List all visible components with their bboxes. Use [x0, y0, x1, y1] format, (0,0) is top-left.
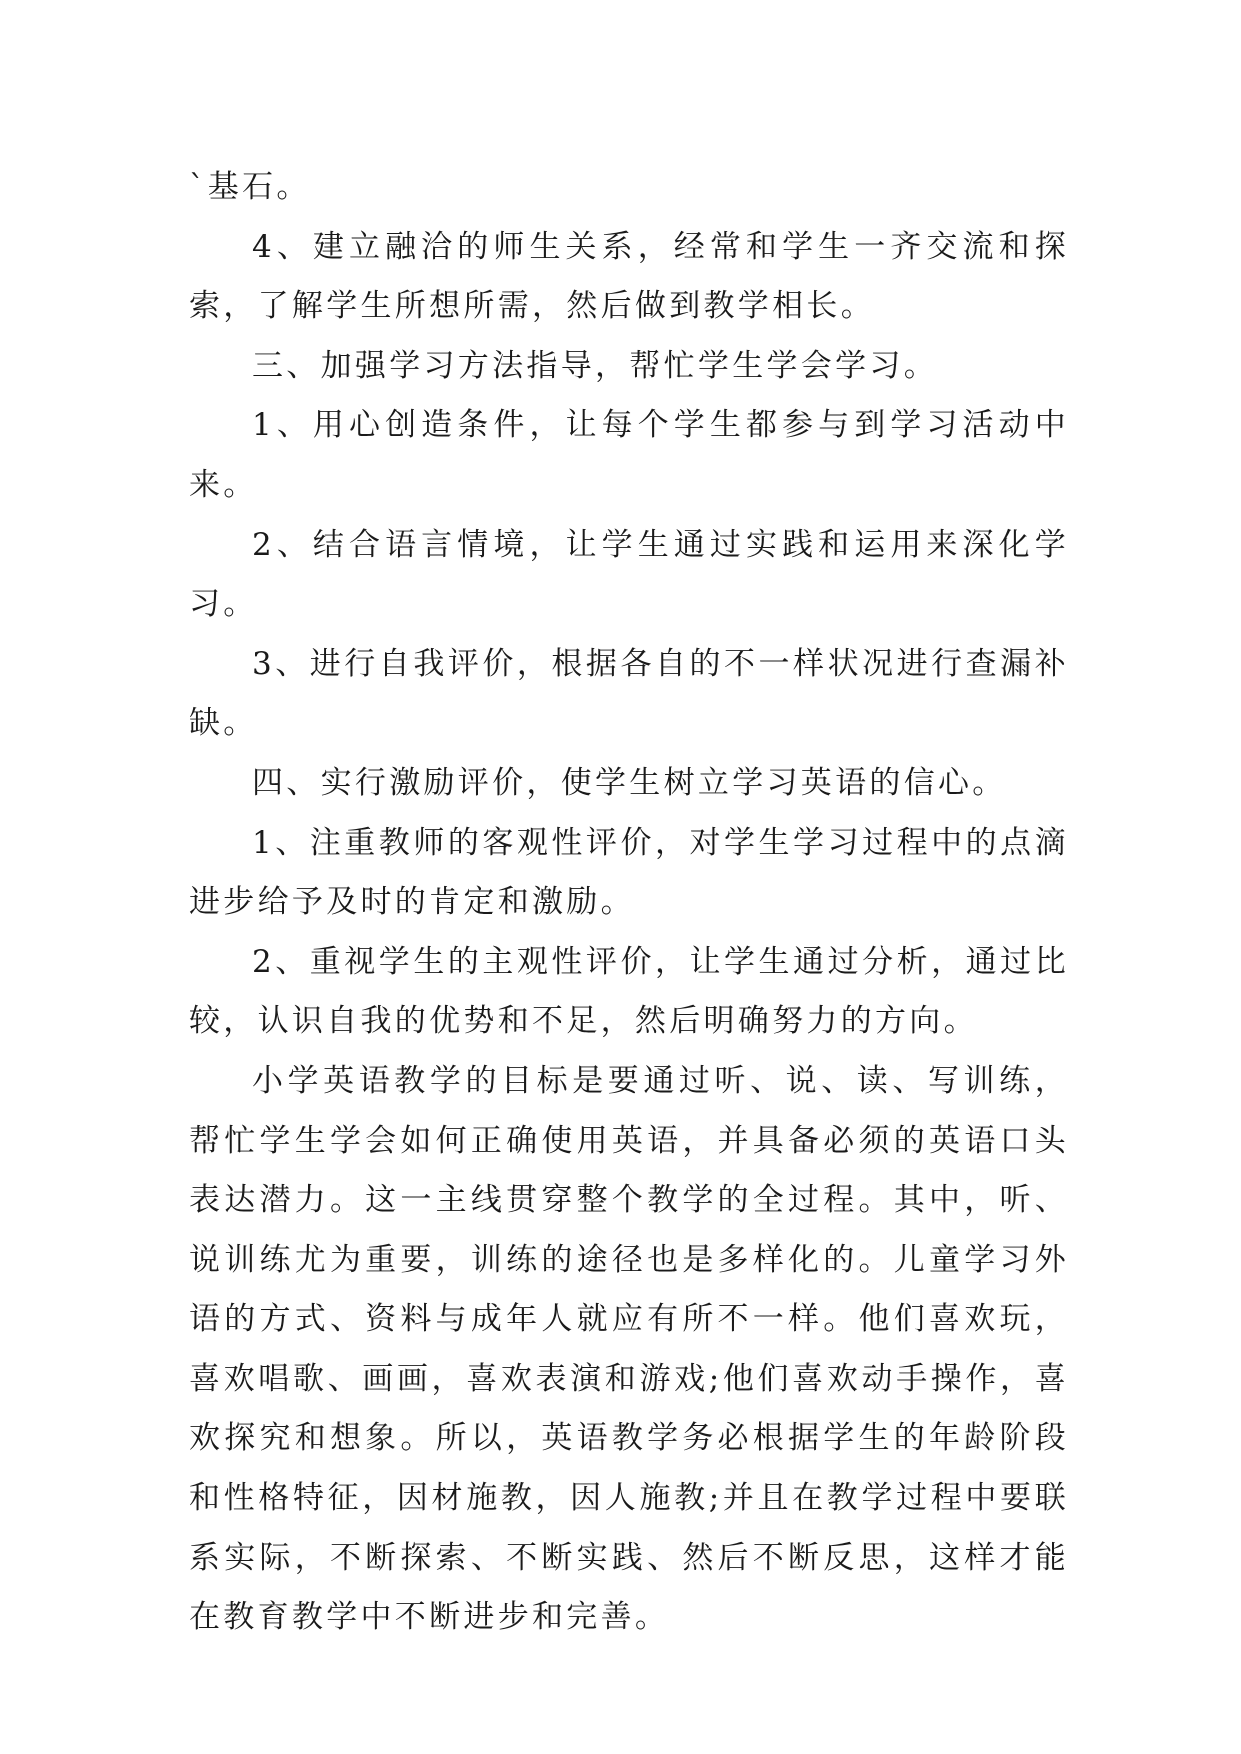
section-heading-3: 三、加强学习方法指导，帮忙学生学会学习。 [252, 347, 938, 384]
paragraph-conclusion: 小学英语教学的目标是要通过听、说、读、写训练，帮忙学生学会如何正确使用英语，并具备必须的英语口头表达潜力。这一主线贯穿整个教学的全过程。其中，听、说训练尤为重要，训练的途径也是多样化的。儿童学习外语的方式、资料与成年人就应有所不一样。他们喜欢玩，喜欢唱歌、画画，喜欢表演和游戏;他们喜欢动手操作，喜欢探究和想象。所以，英语教学务必根据学生的年龄阶段和性格特征，因材施教，因人施教;并且在教学过程中要联系实际，不断探索、不断实践、然后不断反思，这样才能在教育教学中不断进步和完善。 [189, 1062, 1069, 1636]
paragraph-point-1: 1、用心创造条件，让每个学生都参与到学习活动中来。 [189, 407, 1069, 503]
paragraph-point-4: 4、建立融洽的师生关系，经常和学生一齐交流和探索，了解学生所想所需，然后做到教学相长。 [189, 228, 1069, 325]
paragraph-point-1: 1、注重教师的客观性评价，对学生学习过程中的点滴进步给予及时的肯定和激励。 [189, 824, 1069, 921]
document-body [189, 158, 1069, 1648]
section-heading-4: 四、实行激励评价，使学生树立学习英语的信心。 [252, 764, 1007, 801]
paragraph-point-2: 2、重视学生的主观性评价，让学生通过分析，通过比较，认识自我的优势和不足，然后明确努力的方向。 [189, 943, 1069, 1040]
paragraph-point-2: 2、结合语言情境，让学生通过实践和运用来深化学习。 [189, 526, 1069, 623]
paragraph-continuation: `基石。 [189, 169, 311, 205]
paragraph-point-3: 3、进行自我评价，根据各自的不一样状况进行查漏补缺。 [189, 645, 1069, 742]
